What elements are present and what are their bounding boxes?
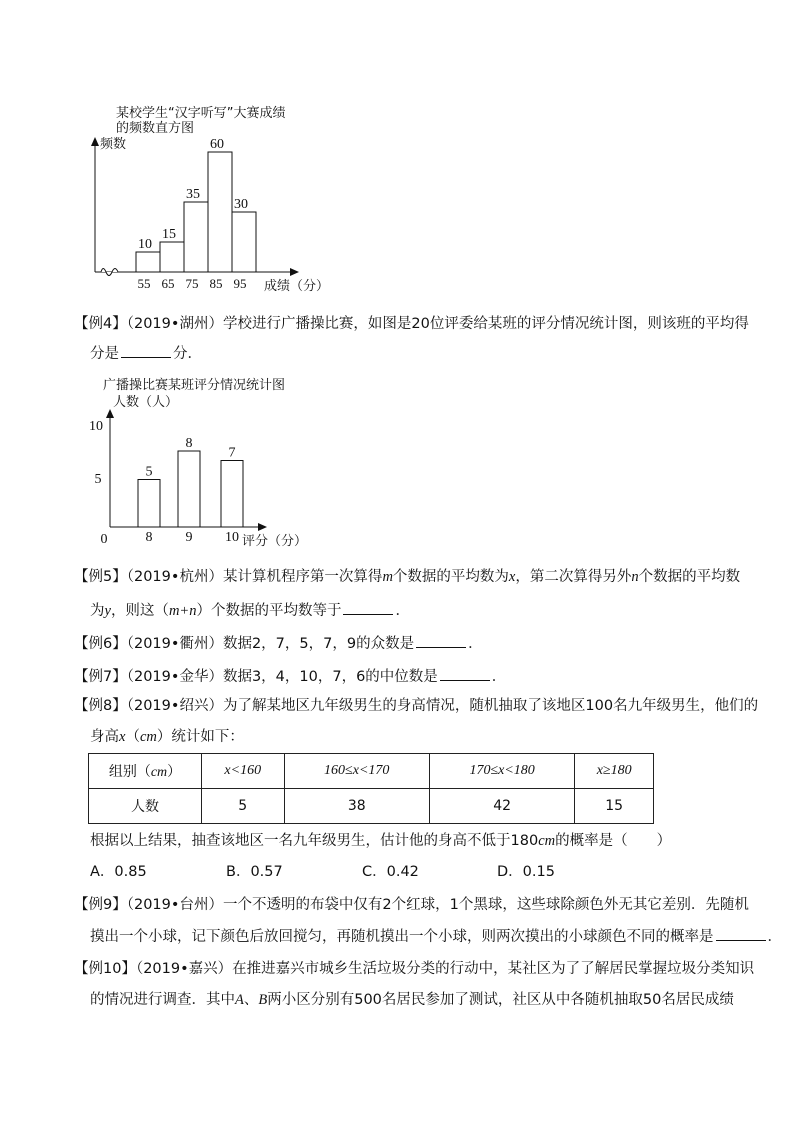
histogram-x-tick: 65: [161, 276, 175, 291]
histogram-x-tick: 75: [185, 276, 199, 291]
score-bar: [178, 451, 200, 527]
table-cell: 38: [284, 789, 429, 824]
q8-option-c[interactable]: C．0.42: [362, 864, 419, 880]
histogram-bar-label: 10: [138, 237, 152, 252]
q6-text-b: ．: [468, 636, 483, 652]
q10-var-b: B: [258, 992, 268, 1008]
q8-option-a[interactable]: A．0.85: [90, 864, 147, 880]
q4-tag: 【例4】: [74, 316, 127, 332]
q9-line2: [90, 926, 782, 947]
table-head-label: 组别（cm）: [89, 754, 202, 789]
score-bar-chart: [0, 0, 794, 560]
q8-line1: [74, 696, 758, 716]
q10-line2: [90, 990, 734, 1010]
q9-text-1: （2019•台州）一个不透明的布袋中仅有2个红球，1个黑球，这些球除颜色外无其它差别．先随机: [126, 897, 749, 913]
q4-line1: [74, 314, 749, 334]
q9-answer-blank[interactable]: [716, 926, 766, 941]
chart2-x-arrow: [258, 523, 267, 531]
q10-text-2b: 两小区分别有500名居民参加了测试，社区从中各随机抽取50名居民成绩: [267, 992, 734, 1008]
table-row-label: 人数: [89, 789, 202, 824]
table-cell: 15: [575, 789, 654, 824]
q10-line1: [74, 959, 754, 979]
histogram-x-tick: 95: [233, 276, 247, 291]
table-head-label-text: 组别: [108, 764, 137, 780]
q6-answer-blank[interactable]: [416, 633, 466, 648]
score-bar: [221, 461, 243, 528]
q8-option-d[interactable]: D．0.15: [497, 864, 555, 880]
q8-text-1: （2019•绍兴）为了解某地区九年级男生的身高情况，随机抽取了该地区100名九年级男生，他们的: [126, 698, 759, 714]
q5-text-1d: 个数据的平均数: [638, 569, 741, 585]
q8-unit-cm: cm: [139, 729, 157, 745]
q8-line2: [90, 727, 244, 747]
chart2-xlabel: 评分（分）: [242, 534, 308, 549]
chart1-subtitle: 的频数直方图: [116, 121, 195, 136]
score-bar-label: 7: [228, 445, 236, 461]
q9-text-2a: 摸出一个小球，记下颜色后放回搅匀，再随机摸出一个小球，则两次摸出的小球颜色不同的概率是: [90, 929, 714, 945]
q4-text-2b: 分．: [173, 346, 202, 362]
histogram-bar-label: 60: [210, 137, 224, 152]
q5-var-y: y: [104, 603, 111, 619]
q4-answer-blank[interactable]: [121, 343, 171, 358]
table-cell: 160≤x<170: [284, 754, 429, 789]
height-table: [88, 753, 654, 824]
chart2-ytick-10: 10: [89, 419, 103, 434]
q5-text-2b: ，则这（: [110, 603, 169, 619]
q5-text-1a: （2019•杭州）某计算机程序第一次算得: [126, 569, 383, 585]
q4-text-2a: 分是: [90, 346, 119, 362]
q8-var-x: x: [119, 729, 126, 745]
q10-tag: 【例10】: [74, 961, 136, 977]
q10-text-1: （2019•嘉兴）在推进嘉兴市城乡生活垃圾分类的行动中，某社区为了了解居民掌握垃圾分类知识: [135, 961, 755, 977]
q8-after: [90, 831, 671, 851]
q10-var-a: A: [235, 992, 244, 1008]
q7-text-a: （2019•金华）数据3，4，10，7，6的中位数是: [126, 669, 438, 685]
chart1-xlabel: 成绩（分）: [264, 279, 330, 294]
table-cell: x<160: [202, 754, 285, 789]
q8-text-2b: （: [125, 729, 140, 745]
table-head-unit: cm: [150, 765, 168, 780]
histogram-x-tick: 55: [137, 276, 151, 291]
q4-text: （2019•湖州）学校进行广播操比赛，如图是20位评委给某班的评分情况统计图，则该班的平均得: [126, 316, 749, 332]
q6-line: [74, 633, 483, 654]
chart2-origin: 0: [100, 532, 108, 547]
q5-text-1b: 个数据的平均数为: [392, 569, 509, 585]
q7-text-b: ．: [491, 669, 507, 685]
table-row: [89, 789, 654, 824]
q4-line2: [90, 343, 202, 364]
table-row: [89, 754, 654, 789]
chart2-title: 广播操比赛某班评分情况统计图: [103, 378, 286, 393]
score-bar-label: 8: [185, 436, 193, 451]
q9-text-2b: ．: [767, 929, 782, 945]
histogram-x-tick: 85: [209, 276, 223, 291]
score-x-tick: 10: [225, 530, 239, 545]
chart2-y-arrow: [106, 409, 114, 418]
q5-var-x: x: [508, 569, 516, 585]
q8-after-cm: cm: [538, 833, 556, 849]
q5-line1: [74, 567, 740, 587]
chart1-ylabel: 频数: [100, 137, 127, 152]
table-cell: 170≤x<180: [429, 754, 574, 789]
histogram-bar-label: 35: [186, 187, 200, 202]
q7-line: [74, 666, 506, 687]
score-x-tick: 8: [145, 530, 153, 545]
q5-line2: [90, 600, 410, 621]
q7-answer-blank[interactable]: [440, 666, 490, 681]
table-cell: 5: [202, 789, 285, 824]
q6-tag: 【例6】: [74, 636, 127, 652]
chart2-ytick-5: 5: [94, 472, 102, 487]
q8-text-2c: ）统计如下：: [156, 729, 244, 745]
q5-answer-blank[interactable]: [343, 600, 393, 615]
q5-text-2c: ）个数据的平均数等于: [196, 603, 342, 619]
q8-text-2a: 身高: [90, 729, 119, 745]
chart1-title: 某校学生“汉字听写”大赛成绩: [116, 106, 286, 121]
q5-text-2a: 为: [90, 603, 105, 619]
q8-tag: 【例8】: [74, 698, 127, 714]
score-x-tick: 9: [185, 530, 193, 545]
q5-text-2d: ．: [395, 603, 410, 619]
histogram-bar-label: 30: [234, 197, 248, 212]
q5-text-1c: ，第二次算得另外: [515, 569, 632, 585]
table-cell: 42: [429, 789, 574, 824]
q9-tag: 【例9】: [74, 897, 127, 913]
q9-line1: [74, 895, 749, 915]
q7-tag: 【例7】: [74, 669, 127, 685]
q5-var-n: n: [631, 569, 639, 585]
q5-tag: 【例5】: [74, 569, 127, 585]
chart2-ylabel: 人数（人）: [113, 395, 179, 410]
q6-text-a: （2019•衢州）数据2，7，5，7，9的众数是: [126, 636, 415, 652]
score-bar-label: 5: [145, 464, 153, 480]
q8-option-b[interactable]: B．0.57: [226, 864, 283, 880]
q5-var-m: m: [382, 569, 393, 585]
q5-var-mn: m+n: [168, 603, 197, 619]
q10-text-2a: 的情况进行调查．其中: [90, 992, 235, 1008]
q8-after-b: 的概率是（ ）: [555, 833, 672, 849]
table-cell: x≥180: [575, 754, 654, 789]
q10-text-sep: 、: [243, 992, 259, 1008]
score-bar: [138, 480, 160, 528]
q8-after-a: 根据以上结果，抽查该地区一名九年级男生，估计他的身高不低于180: [90, 833, 539, 849]
histogram-bar-label: 15: [162, 227, 176, 242]
